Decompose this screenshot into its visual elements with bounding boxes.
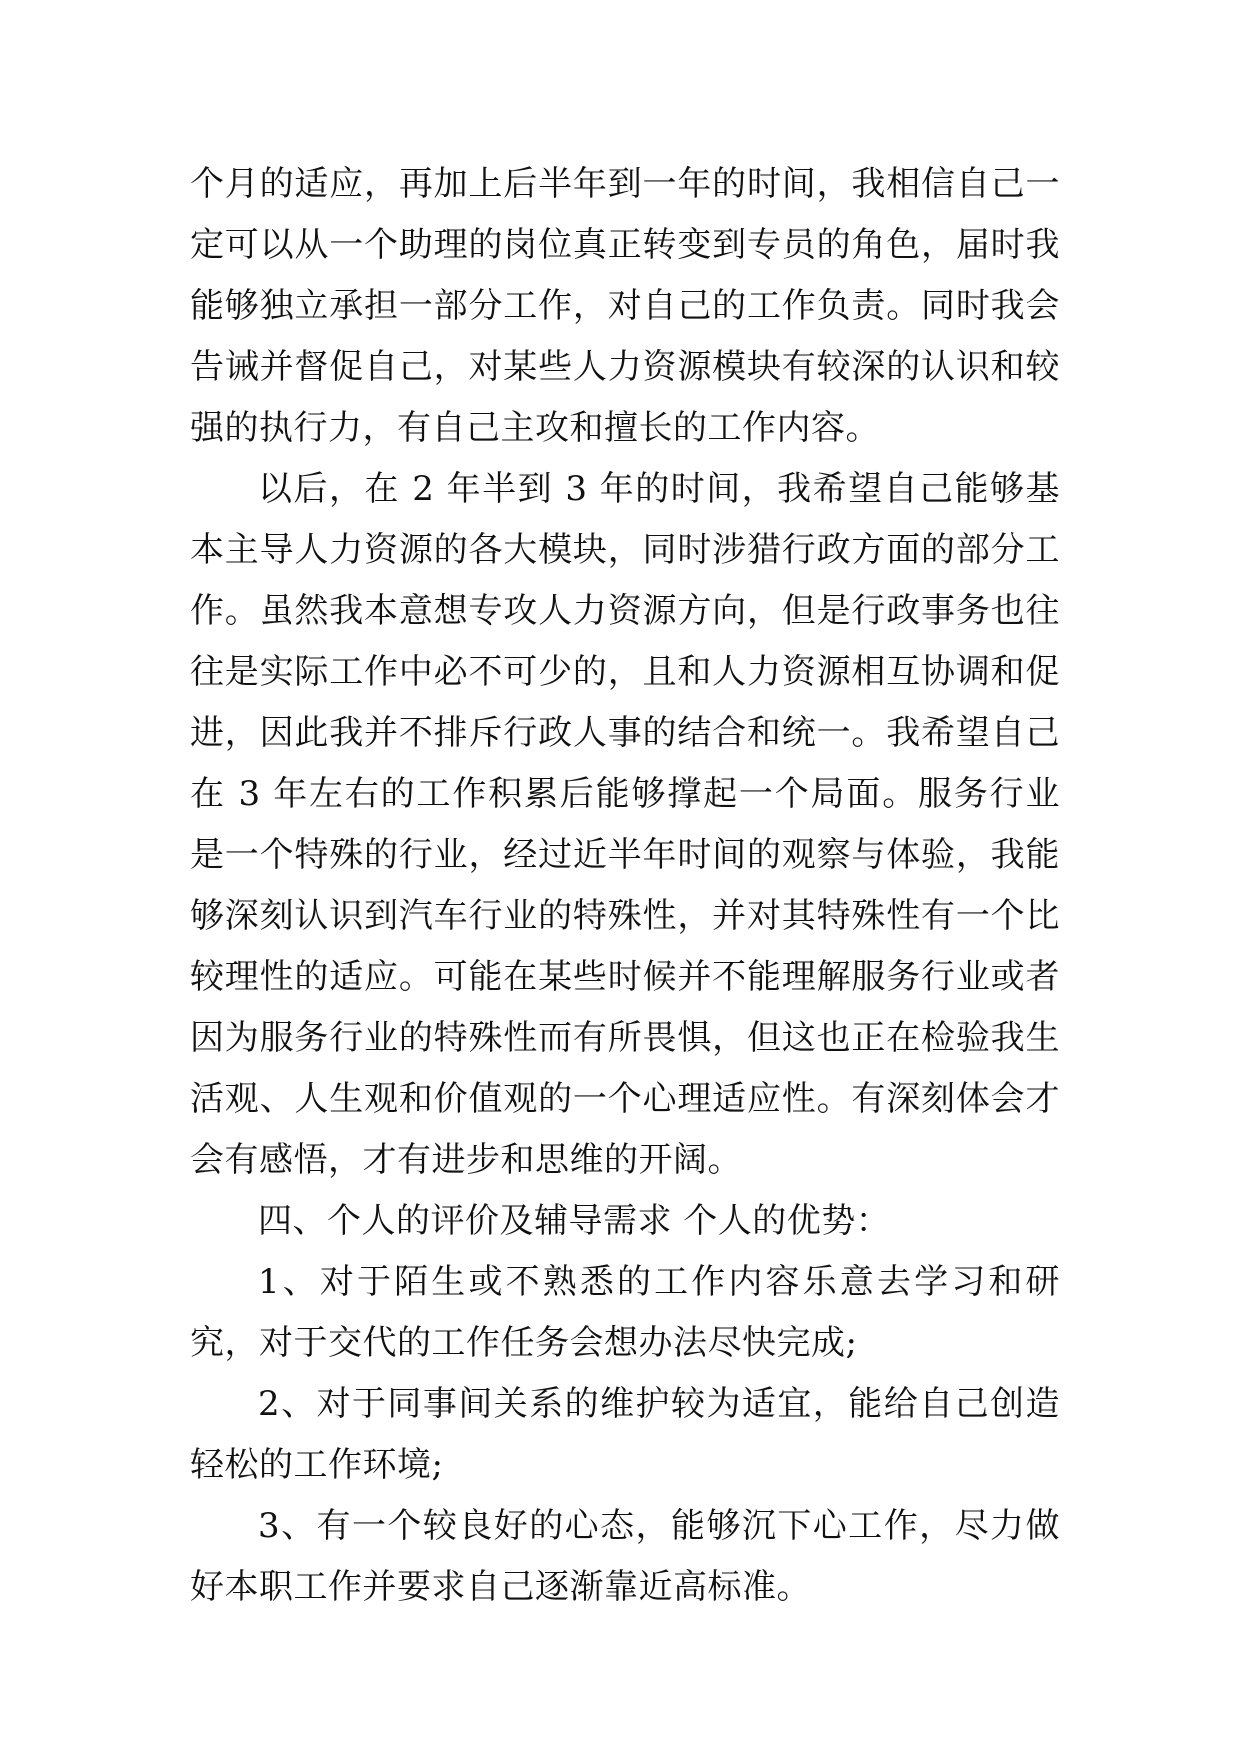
section-heading-self-evaluation: 四、个人的评价及辅导需求 个人的优势： <box>258 1201 891 1241</box>
list-item-strength-2: 2、对于同事间关系的维护较为适宜，能给自己创造轻松的工作环境; <box>190 1384 1060 1485</box>
paragraph-future-plan: 以后，在 2 年半到 3 年的时间，我希望自己能够基本主导人力资源的各大模块，同时涉猎行政方面的部分工作。虽然我本意想专攻人力资源方向，但是行政事务也往往是实际工作中必不可少的，且和人力资源相互协调和促进，因此我并不排斥行政人事的结合和统一。我希望自己在 3 年左右的工作积累后能够撑起一个局面。服务行业是一个特殊的行业，经过近半年时间的观察与体验，我能够深刻认识到汽车行业的特殊性，并对其特殊性有一个比较理性的适应。可能在某些时候并不能理解服务行业或者因为服务行业的特殊性而有所畏惧，但这也正在检验我生活观、人生观和价值观的一个心理适应性。有深刻体会才会有感悟，才有进步和思维的开阔。 <box>190 469 1060 1180</box>
list-item-strength-1: 1、对于陌生或不熟悉的工作内容乐意去学习和研究，对于交代的工作任务会想办法尽快完成; <box>190 1262 1060 1363</box>
document-body <box>190 154 1060 1618</box>
list-item-strength-3: 3、有一个较良好的心态，能够沉下心工作，尽力做好本职工作并要求自己逐渐靠近高标准。 <box>190 1506 1060 1607</box>
paragraph-continuation: 个月的适应，再加上后半年到一年的时间，我相信自己一定可以从一个助理的岗位真正转变到专员的角色，届时我能够独立承担一部分工作，对自己的工作负责。同时我会告诫并督促自己，对某些人力资源模块有较深的认识和较强的执行力，有自己主攻和擅长的工作内容。 <box>190 164 1060 448</box>
